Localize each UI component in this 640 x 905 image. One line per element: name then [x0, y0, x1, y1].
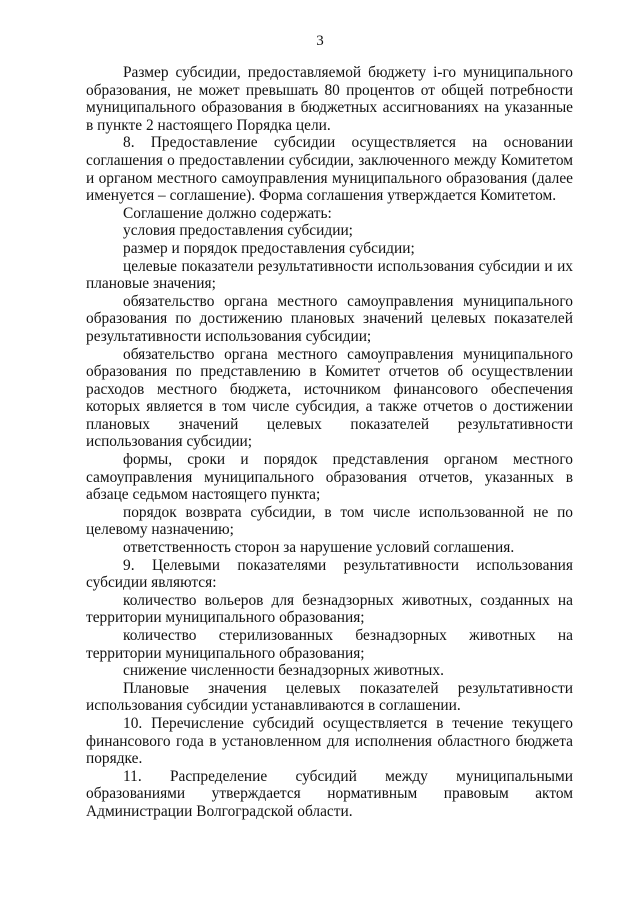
paragraph-agreement-contents: Соглашение должно содержать: [123, 204, 332, 222]
paragraph-planned-values: Плановые значения целевых показателей результативности использования субсидии устанавливаются в соглашении. [86, 679, 573, 715]
paragraph-item-10: 10. Перечисление субсидий осуществляется в течение текущего финансового года в установленном для исполнения областного бюджета порядке. [86, 714, 573, 768]
paragraph-amount-procedure: размер и порядок предоставления субсидии; [123, 239, 415, 257]
page-number: 3 [316, 33, 324, 49]
paragraph-sterilized: количество стерилизованных безнадзорных животных на территории муниципального образования; [86, 627, 573, 662]
paragraph-reduction: снижение численности безнадзорных животных. [123, 662, 444, 680]
paragraph-subsidy-size: Размер субсидии, предоставляемой бюджету i-го муниципального образования, не может превышать 80 процентов от общей потребности муниципального образования в бюджетных ассигнованиях на указанные в пункте 2 настоящего Порядка цели. [86, 64, 573, 134]
paragraph-target-indicators: целевые показатели результативности использования субсидии и их плановые значения; [86, 257, 573, 293]
paragraph-conditions: условия предоставления субсидии; [123, 222, 353, 240]
paragraph-obligation-achievement: обязательство органа местного самоуправления муниципального образования по достижению плановых значений целевых показателей результативности использования субсидии; [86, 292, 573, 345]
paragraph-item-9: 9. Целевыми показателями результативности использования субсидии являются: [86, 556, 573, 592]
paragraph-report-forms: формы, сроки и порядок представления органом местного самоуправления муниципального образования отчетов, указанных в абзаце седьмом настоящего пункта; [86, 451, 573, 504]
paragraph-refund-procedure: порядок возврата субсидии, в том числе использованной не по целевому назначению; [86, 503, 573, 539]
paragraph-obligation-reports: обязательство органа местного самоуправления муниципального образования по представлению в Комитет отчетов об осуществлении расходов местного бюджета, источником финансового обеспечения которых является в том числе субсидия, а также отчетов о достижении плановых значений целевых показателей результативности использования субсидии; [86, 345, 573, 451]
document-body [86, 64, 573, 821]
paragraph-enclosures: количество вольеров для безнадзорных животных, созданных на территории муниципального образования; [86, 591, 573, 627]
paragraph-item-8: 8. Предоставление субсидии осуществляется на основании соглашения о предоставлении субсидии, заключенного между Комитетом и органом местного самоуправления муниципального образования (далее именуется – соглашение). Форма соглашения утверждается Комитетом. [86, 134, 573, 205]
paragraph-responsibility: ответственность сторон за нарушение условий соглашения. [123, 539, 515, 557]
paragraph-item-11: 11. Распределение субсидий между муниципальными образованиями утверждается нормативным правовым актом Администрации Волгоградской области. [86, 767, 573, 820]
